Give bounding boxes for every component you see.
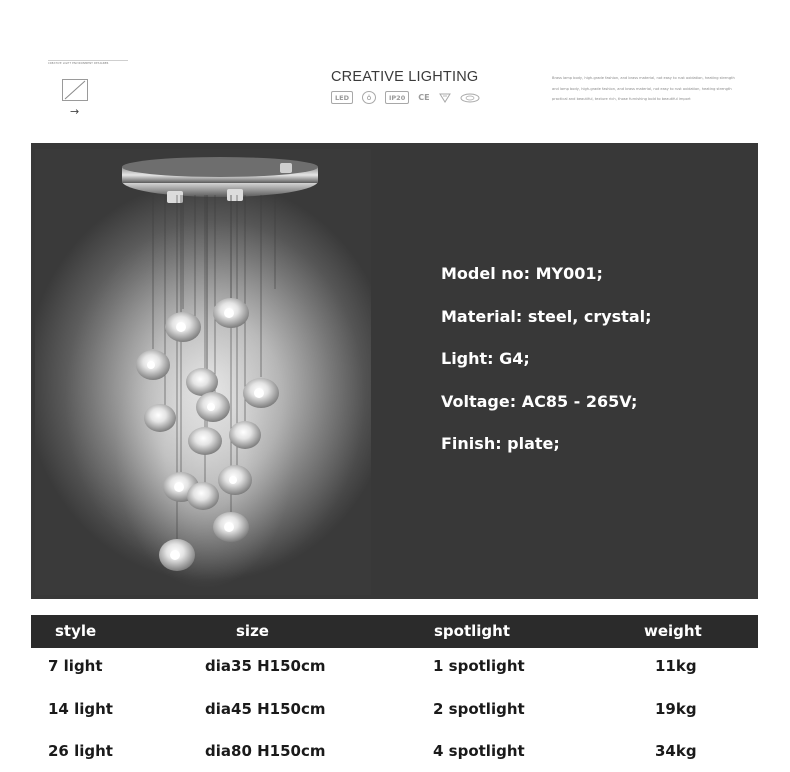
thumbnail-image[interactable] xyxy=(62,79,88,101)
description-line: Brass lamp body, high-grade fashion, and brass material, not easy to rust oxidation, heating strength xyxy=(552,76,735,80)
led-badge-icon: LED xyxy=(331,91,353,104)
cell-spotlight: 1 spotlight xyxy=(433,657,525,675)
cell-style: 26 light xyxy=(48,742,113,760)
spec-light: Light: G4; xyxy=(441,349,530,368)
cell-size: dia45 H150cm xyxy=(205,700,326,718)
thumbnail-placeholder-icon xyxy=(63,80,87,100)
spec-model: Model no: MY001; xyxy=(441,264,603,283)
energy-circle-icon xyxy=(362,91,376,104)
table-row xyxy=(0,700,790,730)
brand-tagline: CREATIVE LIGHT ENVIRONMENT DESIGNER xyxy=(48,60,128,65)
description-line: practical and beautiful, texture rich, those furnishing bold to beautiful import xyxy=(552,97,691,101)
cell-style: 14 light xyxy=(48,700,113,718)
brand-description xyxy=(552,73,744,105)
table-header xyxy=(31,615,758,648)
spec-finish: Finish: plate; xyxy=(441,434,560,453)
product-panel xyxy=(31,143,758,599)
spec-material: Material: steel, crystal; xyxy=(441,306,652,326)
cell-weight: 11kg xyxy=(655,657,697,675)
table-row xyxy=(0,657,790,687)
cell-style: 7 light xyxy=(48,657,103,675)
chandelier-image xyxy=(35,149,371,595)
description-line: and lamp body, high-grade fashion, and brass material, not easy to rust oxidation, heating strength xyxy=(552,86,732,91)
cell-size: dia80 H150cm xyxy=(205,742,326,760)
table-row xyxy=(0,742,790,772)
product-photo[interactable] xyxy=(35,149,371,595)
column-header-size: size xyxy=(236,622,269,640)
arrow-right-icon[interactable]: → xyxy=(70,105,80,118)
column-header-spotlight: spotlight xyxy=(434,622,511,640)
certification-row xyxy=(331,91,480,104)
cell-weight: 34kg xyxy=(655,742,697,760)
cell-spotlight: 4 spotlight xyxy=(433,742,525,760)
column-header-weight: weight xyxy=(644,622,702,640)
cell-size: dia35 H150cm xyxy=(205,657,326,675)
brand-title: CREATIVE LIGHTING xyxy=(331,69,479,85)
product-specs xyxy=(441,265,652,478)
eco-oval-icon xyxy=(460,92,480,103)
spec-voltage: Voltage: AC85 - 265V; xyxy=(441,391,638,411)
cell-weight: 19kg xyxy=(655,700,697,718)
ip20-badge-icon: IP20 xyxy=(385,91,409,104)
triangle-mark-icon xyxy=(439,92,451,103)
ce-mark-icon: CE xyxy=(418,92,430,102)
column-header-style: style xyxy=(55,622,97,640)
cell-spotlight: 2 spotlight xyxy=(433,700,525,718)
